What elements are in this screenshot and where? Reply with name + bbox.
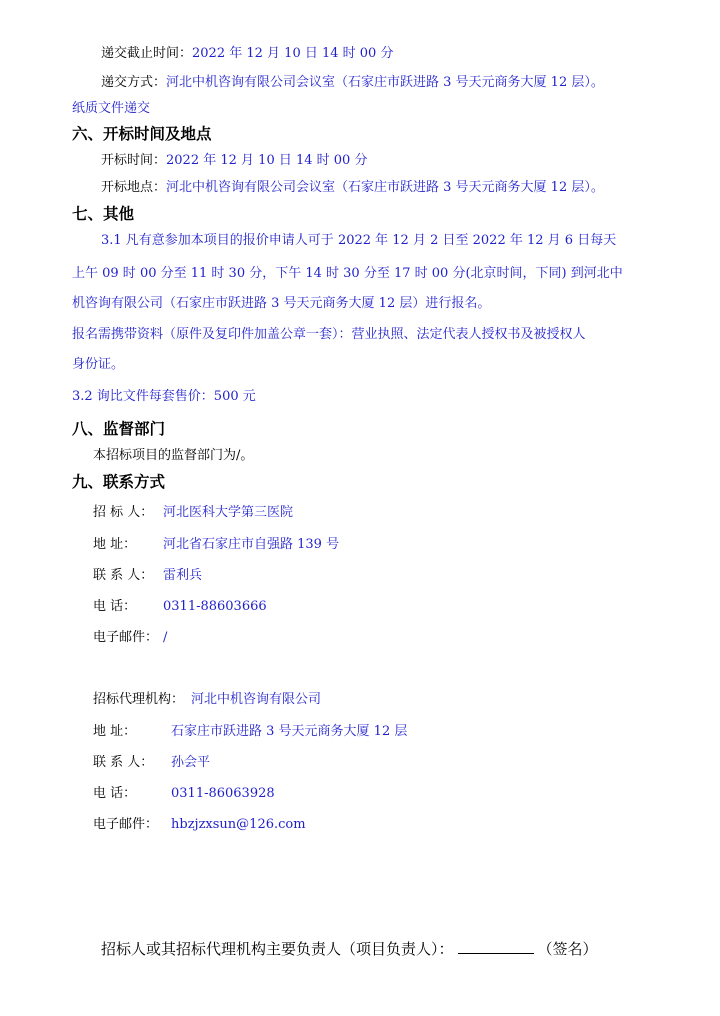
section9-title: 九、联系方式	[72, 472, 166, 491]
deadline-value: 2022 年 12 月 10 日 14 时 00 分	[192, 46, 394, 61]
registration-para-line1: 3.1 凡有意参加本项目的报价申请人可于 2022 年 12 月 2 日至 2022 年 12 月 6 日每天	[101, 233, 617, 248]
tenderer-email-line	[93, 628, 167, 648]
tenderer-name-label: 招 标 人：	[93, 505, 154, 520]
signature-suffix: （签名）	[537, 940, 598, 958]
supervision-text: 本招标项目的监督部门为/。	[93, 448, 254, 463]
signature-prefix: 招标人或其招标代理机构主要负责人（项目负责人）：	[101, 940, 454, 958]
price-line: 3.2 询比文件每套售价：500 元	[72, 389, 256, 404]
agency-address-value: 石家庄市跃进路 3 号天元商务大厦 12 层	[171, 724, 408, 739]
opening-time-value: 2022 年 12 月 10 日 14 时 00 分	[166, 153, 368, 168]
tenderer-contact-label: 联 系 人：	[93, 568, 154, 583]
opening-place-value: 河北中机咨询有限公司会议室（石家庄市跃进路 3 号天元商务大厦 12 层）。	[166, 180, 604, 195]
agency-email-label: 电子邮件：	[93, 817, 159, 832]
tenderer-phone-value: 0311-88603666	[163, 599, 267, 614]
registration-para-line2: 上午 09 时 00 分至 11 时 30 分，下午 14 时 30 分至 17 时 00 分(北京时间，下同) 到河北中	[72, 266, 623, 281]
agency-phone-label: 电 话：	[93, 786, 137, 801]
agency-contact-label: 联 系 人：	[93, 755, 154, 770]
tenderer-address-value: 河北省石家庄市自强路 139 号	[163, 537, 340, 552]
agency-phone-value: 0311-86063928	[171, 786, 275, 801]
method-label: 递交方式：	[101, 75, 167, 90]
opening-time-label: 开标时间：	[101, 153, 167, 168]
method-line	[101, 73, 604, 93]
tenderer-contact-value: 雷利兵	[163, 568, 203, 583]
tenderer-contact-line	[93, 566, 202, 586]
opening-place-label: 开标地点：	[101, 180, 167, 195]
opening-time-line	[101, 151, 367, 171]
agency-name-line	[93, 690, 321, 710]
signature-blank[interactable]	[458, 939, 534, 954]
registration-para-line3: 机咨询有限公司（石家庄市跃进路 3 号天元商务大厦 12 层）进行报名。	[72, 296, 491, 311]
agency-phone-line	[93, 784, 275, 804]
agency-name-value: 河北中机咨询有限公司	[191, 692, 322, 707]
documents-para-line1: 报名需携带资料（原件及复印件加盖公章一套）：营业执照、法定代表人授权书及被授权人	[72, 327, 586, 342]
agency-email-line	[93, 815, 306, 835]
section6-title: 六、开标时间及地点	[72, 124, 212, 143]
tenderer-name-value: 河北医科大学第三医院	[163, 505, 294, 520]
agency-contact-value: 孙会平	[171, 755, 211, 770]
agency-name-label: 招标代理机构：	[93, 692, 185, 707]
agency-contact-line	[93, 753, 210, 773]
deadline-line	[101, 44, 393, 64]
tenderer-email-label: 电子邮件：	[93, 630, 159, 645]
signature-line	[101, 938, 598, 960]
tenderer-name-line	[93, 503, 293, 523]
section8-title: 八、监督部门	[72, 419, 166, 438]
opening-place-line	[101, 178, 604, 198]
tenderer-phone-label: 电 话：	[93, 599, 137, 614]
deadline-label: 递交截止时间：	[101, 46, 193, 61]
method-continuation: 纸质文件递交	[72, 101, 151, 116]
documents-para-line2: 身份证。	[72, 357, 125, 372]
agency-address-label: 地 址：	[93, 724, 137, 739]
tenderer-address-line	[93, 535, 339, 555]
section7-title: 七、其他	[72, 204, 135, 223]
method-value: 河北中机咨询有限公司会议室（石家庄市跃进路 3 号天元商务大厦 12 层）。	[166, 75, 604, 90]
tenderer-phone-line	[93, 597, 267, 617]
agency-address-line	[93, 722, 407, 742]
agency-email-value: hbzjzxsun@126.com	[171, 817, 306, 832]
tenderer-email-value: /	[163, 630, 168, 645]
tenderer-address-label: 地 址：	[93, 537, 137, 552]
